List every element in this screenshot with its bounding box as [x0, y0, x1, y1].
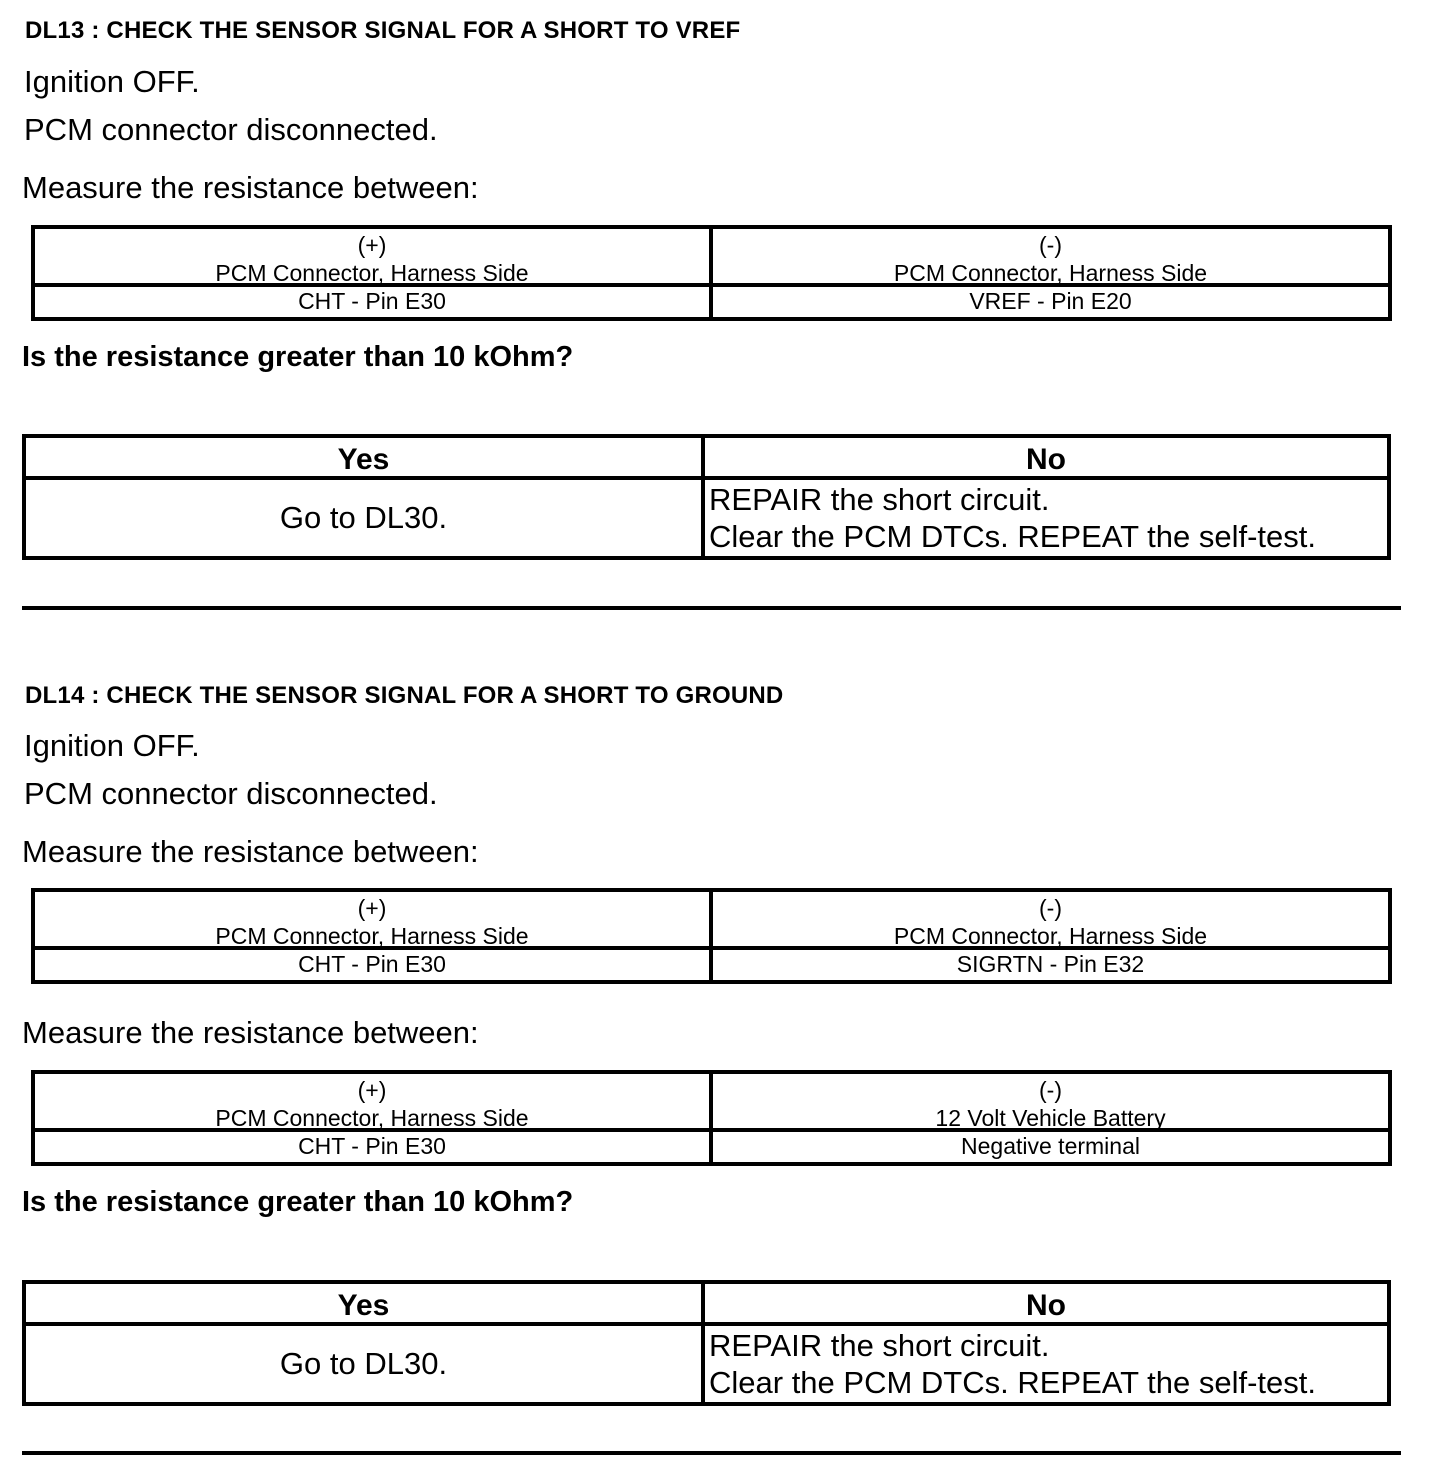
no-action	[705, 480, 1387, 556]
yes-action-text: Go to DL30.	[279, 1346, 448, 1381]
step-title: DL14 : CHECK THE SENSOR SIGNAL FOR A SHORT TO GROUND	[25, 682, 784, 709]
condition-connector: PCM connector disconnected.	[24, 112, 438, 147]
result-table	[22, 1280, 1391, 1406]
minus-sign: (-)	[1039, 232, 1062, 258]
plus-sign: (+)	[357, 232, 387, 258]
plus-sign: (+)	[357, 1077, 387, 1103]
plus-probe-header	[35, 229, 713, 287]
minus-sign: (-)	[1039, 1077, 1062, 1103]
question: Is the resistance greater than 10 kOhm?	[22, 341, 574, 373]
yes-action	[26, 480, 705, 556]
minus-location: PCM Connector, Harness Side	[893, 260, 1208, 286]
yes-header: Yes	[26, 1284, 705, 1326]
no-action-line2: Clear the PCM DTCs. REPEAT the self-test.	[709, 1365, 1316, 1400]
section-divider	[22, 1451, 1401, 1455]
minus-sign: (-)	[1039, 895, 1062, 921]
minus-point: VREF - Pin E20	[969, 288, 1132, 314]
measure-label: Measure the resistance between:	[22, 834, 479, 869]
yes-action-text: Go to DL30.	[279, 500, 448, 535]
no-header: No	[705, 1284, 1387, 1326]
measurement-table	[31, 888, 1392, 984]
minus-probe-header	[713, 229, 1388, 287]
measurement-table	[31, 225, 1392, 321]
step-title: DL13 : CHECK THE SENSOR SIGNAL FOR A SHORT TO VREF	[25, 17, 741, 44]
yes-header: Yes	[26, 438, 705, 480]
minus-point: SIGRTN - Pin E32	[956, 951, 1145, 977]
plus-probe-header	[35, 892, 713, 950]
plus-location: PCM Connector, Harness Side	[215, 260, 529, 286]
condition-ignition: Ignition OFF.	[24, 64, 200, 99]
plus-point: CHT - Pin E30	[35, 950, 713, 980]
yes-action	[26, 1326, 705, 1402]
condition-connector: PCM connector disconnected.	[24, 776, 438, 811]
plus-probe-header	[35, 1074, 713, 1132]
no-action	[705, 1326, 1387, 1402]
no-action-line1: REPAIR the short circuit.	[709, 482, 1050, 517]
measurement-table	[31, 1070, 1392, 1166]
minus-location: 12 Volt Vehicle Battery	[935, 1105, 1166, 1131]
condition-ignition: Ignition OFF.	[24, 728, 200, 763]
measure-label: Measure the resistance between:	[22, 170, 479, 205]
no-header: No	[705, 438, 1387, 480]
no-action-line2: Clear the PCM DTCs. REPEAT the self-test.	[709, 519, 1316, 554]
no-action-line1: REPAIR the short circuit.	[709, 1328, 1050, 1363]
plus-sign: (+)	[357, 895, 387, 921]
question: Is the resistance greater than 10 kOhm?	[22, 1186, 574, 1218]
minus-probe-header	[713, 892, 1388, 950]
minus-location: PCM Connector, Harness Side	[893, 923, 1208, 949]
minus-point: Negative terminal	[961, 1133, 1140, 1159]
plus-point: CHT - Pin E30	[35, 1132, 713, 1162]
plus-location: PCM Connector, Harness Side	[215, 923, 529, 949]
plus-point: CHT - Pin E30	[35, 287, 713, 317]
minus-probe-header	[713, 1074, 1388, 1132]
measure-label: Measure the resistance between:	[22, 1015, 479, 1050]
section-divider	[22, 606, 1401, 610]
result-table	[22, 434, 1391, 560]
plus-location: PCM Connector, Harness Side	[215, 1105, 529, 1131]
